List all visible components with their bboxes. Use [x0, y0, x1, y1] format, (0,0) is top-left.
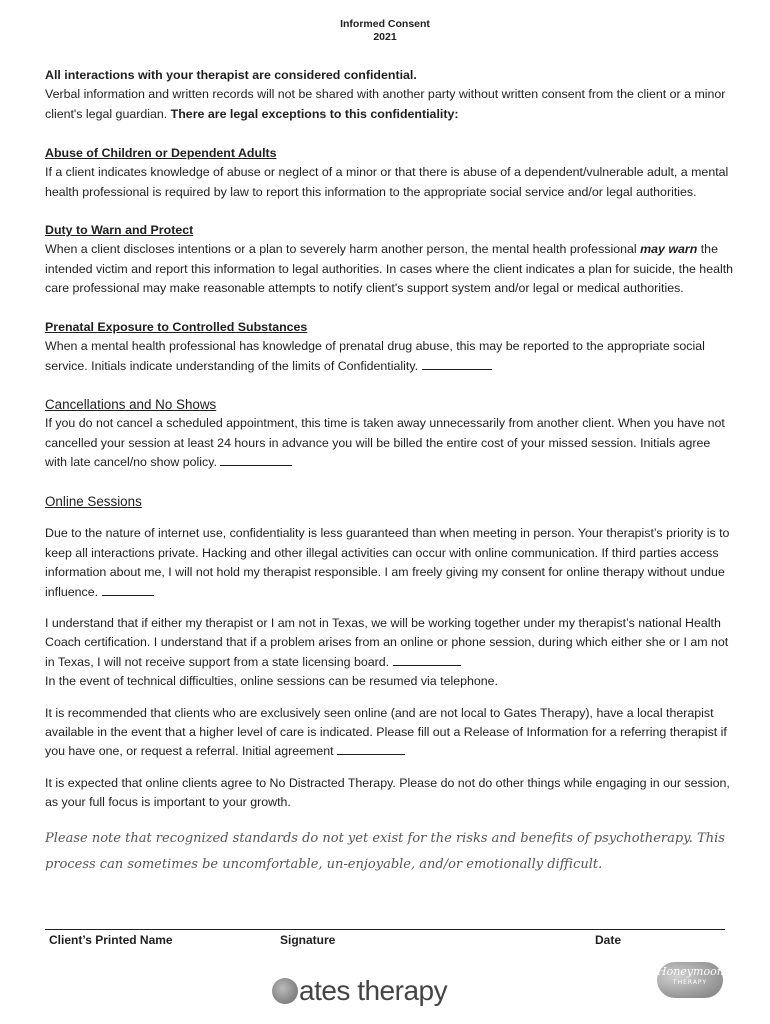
- online-p3: It is recommended that clients who are exclusively seen online (and are not local to Gates Therapy), have a local therapist available in the event that a higher level of care is indicated. Please fill out a Release of Information for a referring therapist if you have one, or request a referral. Initial agreement: [45, 705, 727, 759]
- disclaimer-note: Please note that recognized standards do not yet exist for the risks and benefits of psychotherapy. This process can sometimes be uncomfortable, un-enjoyable, and/or emotionally difficult.: [45, 831, 725, 872]
- confidentiality-text: Verbal information and written records will not be shared with another party without written consent from the client or a minor client's legal guardian. There are legal exceptions to this confidentiality:: [45, 87, 726, 121]
- date-label: Date: [595, 933, 622, 947]
- abuse-text: If a client indicates knowledge of abuse or neglect of a minor or that there is abuse of a dependent/vulnerable adult, a mental health professional is required by law to report this information to the appropriate social service and/or legal authorities.: [45, 165, 729, 199]
- client-name-label: Client’s Printed Name: [49, 933, 173, 947]
- duty-heading: Duty to Warn and Protect: [45, 223, 194, 237]
- initials-blank-referral[interactable]: [337, 742, 405, 755]
- may-warn-emphasis: may warn: [640, 242, 698, 257]
- document-title: Informed Consent: [340, 18, 430, 30]
- online-section: [45, 492, 735, 813]
- online-p1: Due to the nature of internet use, confidentiality is less guaranteed than when meeting in person. Your therapist’s priority is to keep all interactions private. Hacking and other illegal activities can occur with online communication. If third parties access information about me, I will not hold my therapist responsible. I am freely giving my consent for online therapy without undue influence.: [45, 526, 730, 599]
- document-header: [0, 18, 770, 44]
- honeymoon-therapy-badge: Honeymoon THERAPY: [657, 962, 723, 998]
- cancellations-text: If you do not cancel a scheduled appointment, this time is taken away unnecessarily from another client. When you have not cancelled your session at least 24 hours in advance you will be billed the entire cost of your missed session. Initials agree with late cancel/no show policy.: [45, 416, 725, 470]
- online-p4: It is expected that online clients agree to No Distracted Therapy. Please do not do other things while engaging in our session, as your full focus is important to your growth.: [45, 775, 730, 810]
- abuse-section: [45, 144, 735, 202]
- document-year: 2021: [373, 31, 397, 43]
- gates-therapy-logo: ates therapy: [272, 975, 447, 1007]
- initials-blank-licensing[interactable]: [393, 653, 461, 666]
- cancellations-section: [45, 395, 735, 473]
- initials-blank-online-consent[interactable]: [102, 583, 154, 596]
- signature-line[interactable]: [45, 929, 725, 930]
- signature-label: Signature: [280, 933, 336, 947]
- cancellations-heading: Cancellations and No Shows: [45, 397, 217, 412]
- prenatal-heading: Prenatal Exposure to Controlled Substances: [45, 320, 308, 334]
- prenatal-section: [45, 318, 735, 376]
- online-p2: I understand that if either my therapist or I am not in Texas, we will be working together under my therapist’s national Health Coach certification. I understand that if a problem arises from an online or phone session, during which either she or I am not in Texas, I will not receive support from a state licensing board.: [45, 616, 729, 669]
- g-logo-icon: [272, 978, 298, 1004]
- abuse-heading: Abuse of Children or Dependent Adults: [45, 146, 277, 160]
- duty-text: When a client discloses intentions or a plan to severely harm another person, the mental health professional may warn the intended victim and report this information to legal authorities. In cases where the client indicates a plan for suicide, the health care professional may make reasonable attempts to notify client's support system and/or legal or medical authorities.: [45, 242, 734, 296]
- confidentiality-section: [45, 66, 735, 124]
- online-p2b: In the event of technical difficulties, online sessions can be resumed via telephone.: [45, 674, 498, 689]
- exceptions-note: There are legal exceptions to this confidentiality:: [170, 106, 459, 121]
- duty-section: [45, 221, 735, 299]
- prenatal-text: When a mental health professional has knowledge of prenatal drug abuse, this may be reported to the appropriate social service. Initials indicate understanding of the limits of Confidentiality.: [45, 339, 705, 373]
- confidentiality-heading: All interactions with your therapist are considered confidential.: [45, 68, 417, 82]
- online-heading: Online Sessions: [45, 494, 142, 509]
- initials-blank-cancel[interactable]: [220, 453, 292, 466]
- initials-blank-confidentiality[interactable]: [422, 357, 492, 370]
